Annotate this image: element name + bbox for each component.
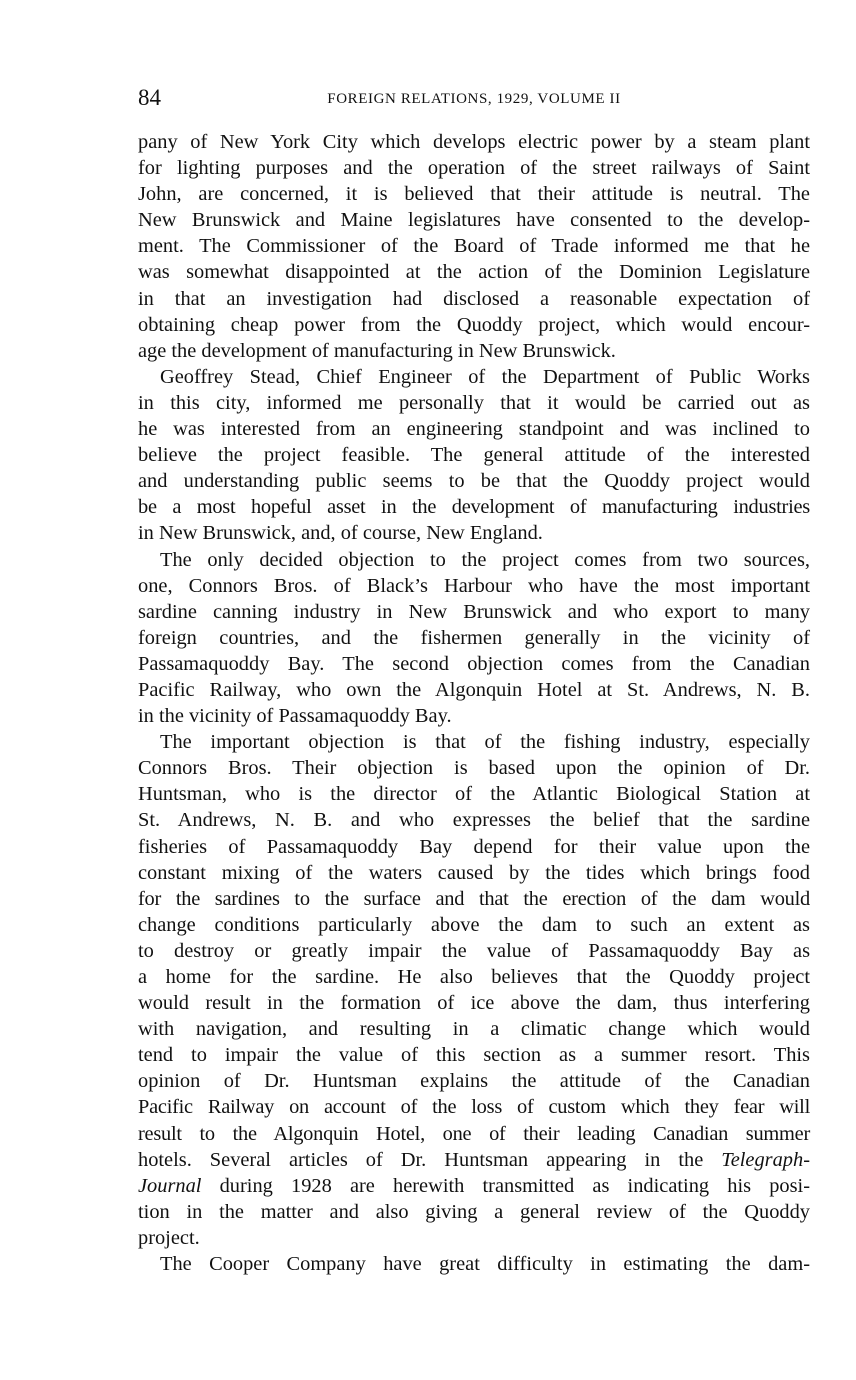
page-number: 84 [138,85,161,110]
text-line: fisheries of Passamaquoddy Bay depend for their value upon the [138,835,810,858]
text-line: New Brunswick and Maine legislatures have consented to the develop- [138,209,810,232]
text-line: in the vicinity of Passamaquoddy Bay. [138,705,452,728]
text-line: for lighting purposes and the operation of the street railways of Saint [138,157,810,180]
text-line: with navigation, and resulting in a climatic change which would [138,1018,810,1041]
text-line: Pacific Railway on account of the loss of custom which they fear will [138,1096,810,1119]
text-line: opinion of Dr. Huntsman explains the attitude of the Canadian [138,1070,810,1093]
text-line: Pacific Railway, who own the Algonquin Hotel at St. Andrews, N. B. [138,678,810,701]
document-page [138,84,810,1277]
text-line: was somewhat disappointed at the action of the Dominion Legislature [138,261,810,284]
running-header [138,84,810,112]
text-line: obtaining cheap power from the Quoddy project, which would encour- [138,313,810,336]
text-line: foreign countries, and the fishermen generally in the vicinity of [138,626,810,649]
text-line: ment. The Commissioner of the Board of Trade informed me that he [138,235,810,258]
text-line: one, Connors Bros. of Black’s Harbour who have the most important [138,574,810,597]
text-line: in New Brunswick, and, of course, New England. [138,522,543,545]
paragraph [138,547,810,730]
text-line: The important objection is that of the fishing industry, especially [160,731,810,754]
text-line: for the sardines to the surface and that the erection of the dam would [138,887,810,910]
text-line: be a most hopeful asset in the development of manufacturing industries [138,496,810,519]
text-line: he was interested from an engineering standpoint and was inclined to [138,418,810,441]
text-line: Huntsman, who is the director of the Atlantic Biological Station at [138,783,810,806]
text-line: a home for the sardine. He also believes that the Quoddy project [138,966,810,988]
paragraph [138,1251,810,1277]
paragraph [138,364,810,547]
text-line: change conditions particularly above the dam to such an extent as [138,913,810,936]
text-line: Connors Bros. Their objection is based upon the opinion of Dr. [138,757,810,780]
text-line: tend to impair the value of this section as a summer resort. This [138,1044,810,1067]
text-line: The Cooper Company have great difficulty in estimating the dam- [160,1253,810,1276]
text-line: project. [138,1226,200,1249]
text-line: in that an investigation had disclosed a reasonable expectation of [138,287,810,310]
text-line: age the development of manufacturing in New Brunswick. [138,339,616,362]
text-line: to destroy or greatly impair the value of Passamaquoddy Bay as [138,939,810,962]
text-line: sardine canning industry in New Brunswick and who export to many [138,600,810,623]
text-line [138,1173,810,1199]
text-line: believe the project feasible. The general attitude of the interested [138,444,810,467]
text-line: tion in the matter and also giving a general review of the Quoddy [138,1200,810,1223]
text-line: Passamaquoddy Bay. The second objection comes from the Canadian [138,652,810,675]
publication-title: Telegraph- [721,1148,810,1171]
paragraph [138,129,810,364]
text-line: Geoffrey Stead, Chief Engineer of the Department of Public Works [160,365,810,388]
text-line: would result in the formation of ice above the dam, thus interfering [138,992,810,1015]
text-line: John, are concerned, it is believed that their attitude is neutral. The [138,183,810,206]
text-line: constant mixing of the waters caused by the tides which brings food [138,861,810,884]
paragraph [138,729,810,1251]
text-line: and understanding public seems to be that the Quoddy project would [138,470,810,493]
publication-title: Journal [138,1174,202,1197]
running-title: FOREIGN RELATIONS, 1929, VOLUME II [327,91,621,107]
text-line: result to the Algonquin Hotel, one of their leading Canadian summer [138,1122,810,1145]
text-run: during 1928 are herewith transmitted as indicating his posi- [201,1174,810,1197]
text-run: hotels. Several articles of Dr. Huntsman appearing in the [138,1148,722,1171]
text-line: The only decided objection to the project comes from two sources, [160,548,810,571]
text-line [138,1147,810,1173]
text-line: St. Andrews, N. B. and who expresses the belief that the sardine [138,809,810,832]
text-line: in this city, informed me personally that it would be carried out as [138,391,810,414]
text-line: pany of New York City which develops electric power by a steam plant [138,131,810,153]
